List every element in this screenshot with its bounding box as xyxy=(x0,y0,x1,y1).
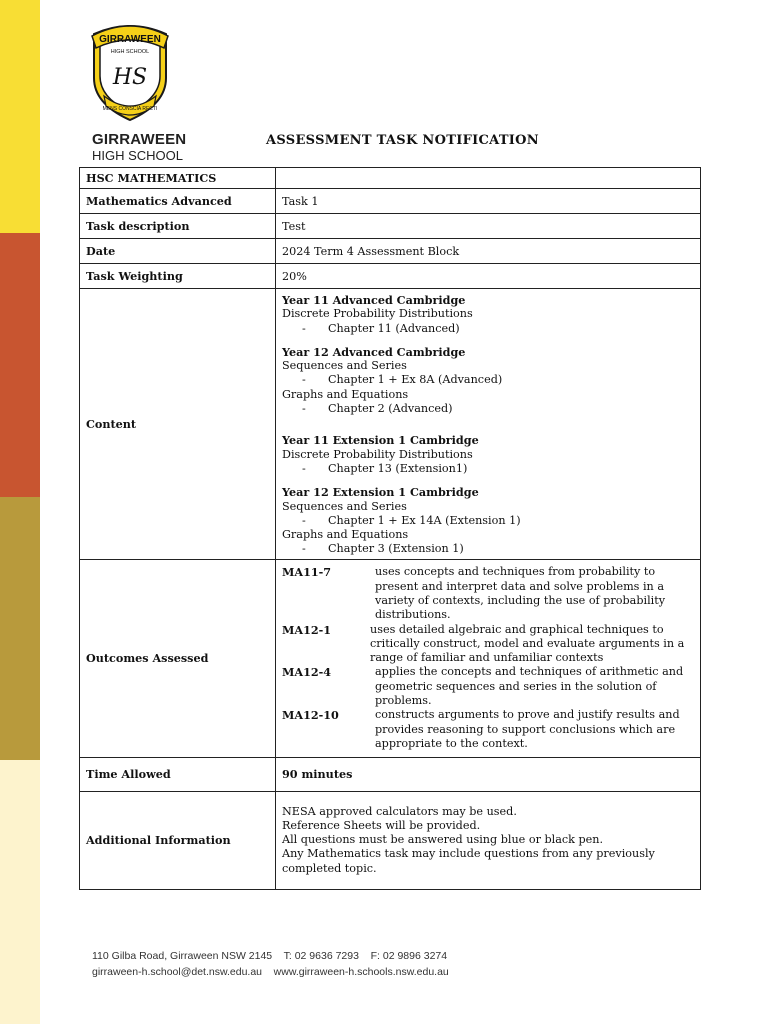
crest-sub-text: HIGH SCHOOL xyxy=(110,49,150,55)
table-row-time xyxy=(80,757,701,791)
crest-motto: MENS CONSCIA RECTI xyxy=(102,106,158,112)
content-item-text: Chapter 11 (Advanced) xyxy=(328,321,460,335)
color-strip-orange xyxy=(0,233,40,497)
content-topic: Discrete Probability Distributions xyxy=(282,447,473,461)
outcome-code: MA12-1 xyxy=(282,622,332,637)
info-label: Additional Information xyxy=(80,791,276,889)
content-group xyxy=(282,345,694,416)
content-topic: Sequences and Series xyxy=(282,359,407,373)
school-name-line1: GIRRAWEEN xyxy=(92,131,187,148)
content-item: - Chapter 2 (Advanced) xyxy=(302,402,453,416)
content-group-heading: Year 11 Extension 1 Cambridge xyxy=(282,433,479,448)
table-row-course xyxy=(80,168,701,189)
time-value: 90 minutes xyxy=(276,757,701,791)
crest-monogram: HS xyxy=(112,65,148,90)
footer xyxy=(92,948,449,980)
info-line: Reference Sheets will be provided. xyxy=(282,818,481,832)
content-topic: Graphs and Equations xyxy=(282,528,409,542)
content-topic: Discrete Probability Distributions xyxy=(282,307,473,321)
content-group xyxy=(282,485,694,556)
time-label: Time Allowed xyxy=(80,757,276,791)
outcome-item xyxy=(282,708,694,751)
content-item: - Chapter 11 (Advanced) xyxy=(302,321,460,335)
content-group xyxy=(282,293,694,336)
content-label: Content xyxy=(80,289,276,560)
subject-value: Task 1 xyxy=(276,189,701,214)
school-name-line2: HIGH SCHOOL xyxy=(92,148,184,163)
table-row-weighting xyxy=(80,264,701,289)
task-description-value: Test xyxy=(276,214,701,239)
school-name xyxy=(92,132,186,163)
content-item-text: Chapter 13 (Extension1) xyxy=(328,461,468,475)
outcome-code: MA11-7 xyxy=(282,565,332,580)
outcome-desc: uses concepts and techniques from probability to present and interpret data and solve problems in a variety of contexts, including the use of probability distributions. xyxy=(375,565,666,622)
date-label: Date xyxy=(80,239,276,264)
course-value xyxy=(276,168,701,189)
info-line: Any Mathematics task may include questions from any previously completed topic. xyxy=(282,847,655,875)
course-label: HSC MATHEMATICS xyxy=(80,168,276,189)
crest-banner-text: GIRRAWEEN xyxy=(99,34,161,45)
outcome-item xyxy=(282,665,694,708)
assessment-table xyxy=(79,167,701,890)
outcome-code: MA12-4 xyxy=(282,665,332,680)
info-line: All questions must be answered using blue or black pen. xyxy=(282,833,604,847)
table-row-date xyxy=(80,239,701,264)
outcomes-label: Outcomes Assessed xyxy=(80,559,276,757)
content-item: - Chapter 1 + Ex 8A (Advanced) xyxy=(302,373,503,387)
content-item-text: Chapter 3 (Extension 1) xyxy=(328,542,464,556)
outcome-desc: constructs arguments to prove and justify results and provides reasoning to support conclusions which are appropriate to the context. xyxy=(375,708,680,750)
content-item: - Chapter 13 (Extension1) xyxy=(302,461,468,475)
color-strip-yellow xyxy=(0,0,40,233)
content-item-text: Chapter 1 + Ex 14A (Extension 1) xyxy=(328,513,521,527)
outcomes-value xyxy=(276,559,701,757)
content-group-heading: Year 11 Advanced Cambridge xyxy=(282,293,466,307)
weighting-label: Task Weighting xyxy=(80,264,276,289)
school-crest-logo xyxy=(86,20,174,124)
content-item-text: Chapter 1 + Ex 8A (Advanced) xyxy=(328,373,503,387)
color-strip-olive xyxy=(0,497,40,760)
page-title: ASSESSMENT TASK NOTIFICATION xyxy=(266,133,539,148)
subject-label: Mathematics Advanced xyxy=(80,189,276,214)
color-strip-cream xyxy=(0,760,40,1024)
outcome-item xyxy=(282,623,694,666)
table-row-task-description xyxy=(80,214,701,239)
info-value xyxy=(276,791,701,889)
content-item-text: Chapter 2 (Advanced) xyxy=(328,402,453,416)
content-value xyxy=(276,289,701,560)
footer-address: 110 Gilba Road, Girraween NSW 2145 T: 02 9636 7293 F: 02 9896 3274 xyxy=(92,950,448,962)
outcome-code: MA12-10 xyxy=(282,708,339,723)
task-description-label: Task description xyxy=(80,214,276,239)
content-topic: Graphs and Equations xyxy=(282,387,409,401)
table-row-subject xyxy=(80,189,701,214)
content-group-heading: Year 12 Extension 1 Cambridge xyxy=(282,485,479,500)
table-row-content xyxy=(80,289,701,560)
outcome-item xyxy=(282,565,694,622)
footer-contact: girraween-h.school@det.nsw.edu.au www.girraween-h.schools.nsw.edu.au xyxy=(92,966,449,978)
table-row-outcomes xyxy=(80,559,701,757)
info-line: NESA approved calculators may be used. xyxy=(282,804,517,818)
outcome-desc: applies the concepts and techniques of arithmetic and geometric sequences and series in the solution of problems. xyxy=(375,665,684,707)
content-topic: Sequences and Series xyxy=(282,499,407,513)
outcome-desc: uses detailed algebraic and graphical techniques to critically construct, model and evaluate arguments in a range of familiar and unfamiliar contexts xyxy=(370,622,685,665)
content-group-heading: Year 12 Advanced Cambridge xyxy=(282,344,466,359)
weighting-value: 20% xyxy=(276,264,701,289)
content-group xyxy=(282,433,694,476)
date-value: 2024 Term 4 Assessment Block xyxy=(276,239,701,264)
table-row-info xyxy=(80,791,701,889)
content-item: - Chapter 3 (Extension 1) xyxy=(302,542,464,556)
content-item: - Chapter 1 + Ex 14A (Extension 1) xyxy=(302,513,521,527)
